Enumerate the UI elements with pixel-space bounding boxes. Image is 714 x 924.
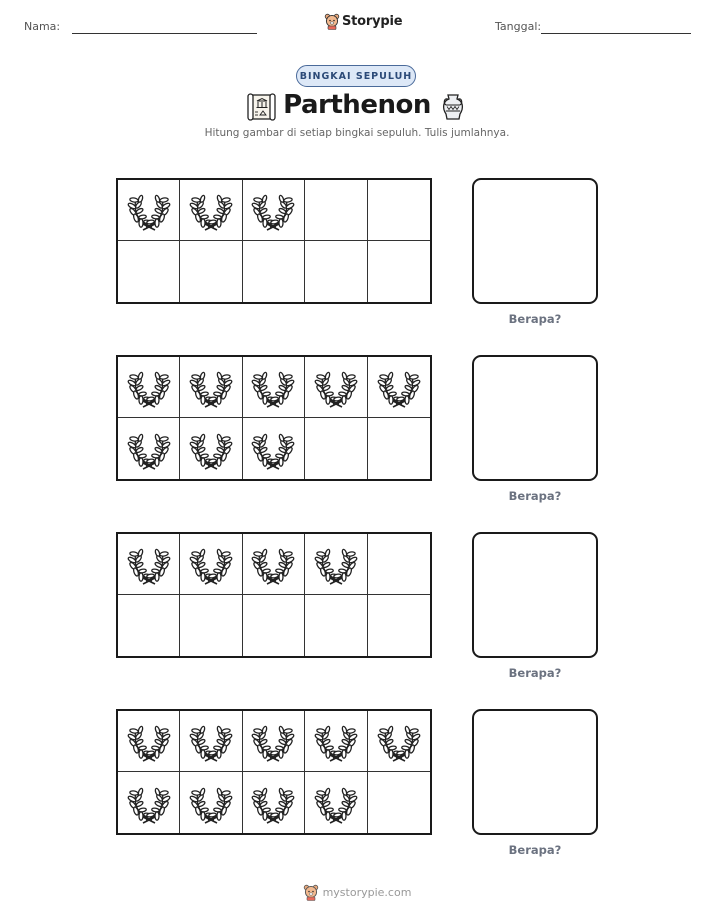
ten-frame-cell: [118, 711, 180, 772]
ten-frame-cell: [368, 772, 430, 833]
ten-frame-cell: [305, 241, 367, 302]
ten-frame-cell: [243, 534, 305, 595]
laurel-wreath-icon: [314, 365, 358, 409]
ten-frame-cell: [243, 357, 305, 418]
ten-frame-cell: [180, 418, 242, 479]
ten-frame-cell: [368, 711, 430, 772]
ten-frame-cell: [180, 357, 242, 418]
ten-frame-cell: [368, 357, 430, 418]
question-label-2: Berapa?: [508, 489, 562, 503]
ten-frame-cell: [368, 534, 430, 595]
ten-frame-2: [116, 355, 432, 481]
greek-vase-icon: [438, 92, 468, 122]
name-label: Nama:: [24, 20, 61, 33]
laurel-wreath-icon: [189, 781, 233, 825]
brand-name: Storypie: [342, 14, 403, 29]
name-line[interactable]: [72, 33, 257, 34]
laurel-wreath-icon: [127, 781, 171, 825]
ten-frame-cell: [180, 241, 242, 302]
ten-frame-cell: [243, 711, 305, 772]
ten-frame-cell: [243, 595, 305, 656]
bear-mascot-icon: [324, 13, 340, 30]
date-label: Tanggal:: [495, 20, 542, 33]
laurel-wreath-icon: [314, 781, 358, 825]
instructions: Hitung gambar di setiap bingkai sepuluh. Tulis jumlahnya.: [204, 127, 510, 139]
ten-frame-1: [116, 178, 432, 304]
laurel-wreath-icon: [127, 188, 171, 232]
ten-frame-cell: [118, 595, 180, 656]
laurel-wreath-icon: [127, 542, 171, 586]
ten-frame-cell: [243, 772, 305, 833]
ten-frame-cell: [305, 772, 367, 833]
question-label-3: Berapa?: [508, 666, 562, 680]
ten-frame-cell: [305, 534, 367, 595]
laurel-wreath-icon: [251, 781, 295, 825]
answer-box-1[interactable]: [472, 178, 598, 304]
laurel-wreath-icon: [189, 188, 233, 232]
question-label-4: Berapa?: [508, 843, 562, 857]
question-label-1: Berapa?: [508, 312, 562, 326]
laurel-wreath-icon: [251, 542, 295, 586]
ten-frame-cell: [305, 711, 367, 772]
ten-frame-3: [116, 532, 432, 658]
ten-frame-cell: [118, 772, 180, 833]
date-line[interactable]: [541, 33, 691, 34]
ten-frame-cell: [368, 595, 430, 656]
footer: [0, 884, 714, 901]
answer-box-2[interactable]: [472, 355, 598, 481]
ten-frame-cell: [243, 180, 305, 241]
laurel-wreath-icon: [127, 719, 171, 763]
laurel-wreath-icon: [377, 719, 421, 763]
ten-frame-cell: [180, 180, 242, 241]
ten-frame-cell: [305, 418, 367, 479]
ten-frame-cell: [368, 241, 430, 302]
laurel-wreath-icon: [251, 188, 295, 232]
laurel-wreath-icon: [251, 427, 295, 471]
page-title: Parthenon: [283, 90, 431, 120]
laurel-wreath-icon: [314, 542, 358, 586]
ten-frame-4: [116, 709, 432, 835]
laurel-wreath-icon: [314, 719, 358, 763]
ten-frame-cell: [118, 534, 180, 595]
laurel-wreath-icon: [189, 542, 233, 586]
laurel-wreath-icon: [127, 427, 171, 471]
laurel-wreath-icon: [377, 365, 421, 409]
laurel-wreath-icon: [189, 719, 233, 763]
worksheet-type-badge: BINGKAI SEPULUH: [296, 65, 416, 87]
ten-frame-cell: [243, 418, 305, 479]
ten-frame-cell: [118, 357, 180, 418]
ten-frame-cell: [368, 418, 430, 479]
laurel-wreath-icon: [189, 427, 233, 471]
answer-box-3[interactable]: [472, 532, 598, 658]
ten-frame-cell: [305, 595, 367, 656]
ten-frame-cell: [180, 711, 242, 772]
ten-frame-cell: [118, 241, 180, 302]
ten-frame-cell: [305, 357, 367, 418]
laurel-wreath-icon: [127, 365, 171, 409]
ten-frame-cell: [368, 180, 430, 241]
laurel-wreath-icon: [251, 719, 295, 763]
ten-frame-cell: [243, 241, 305, 302]
ten-frame-cell: [180, 772, 242, 833]
ten-frame-cell: [118, 180, 180, 241]
brand-logo: [324, 13, 402, 30]
laurel-wreath-icon: [189, 365, 233, 409]
ten-frame-cell: [118, 418, 180, 479]
ten-frame-cell: [180, 595, 242, 656]
laurel-wreath-icon: [251, 365, 295, 409]
ten-frame-cell: [305, 180, 367, 241]
answer-box-4[interactable]: [472, 709, 598, 835]
bear-mascot-icon: [303, 884, 319, 901]
footer-url[interactable]: mystorypie.com: [322, 886, 412, 899]
ten-frame-cell: [180, 534, 242, 595]
